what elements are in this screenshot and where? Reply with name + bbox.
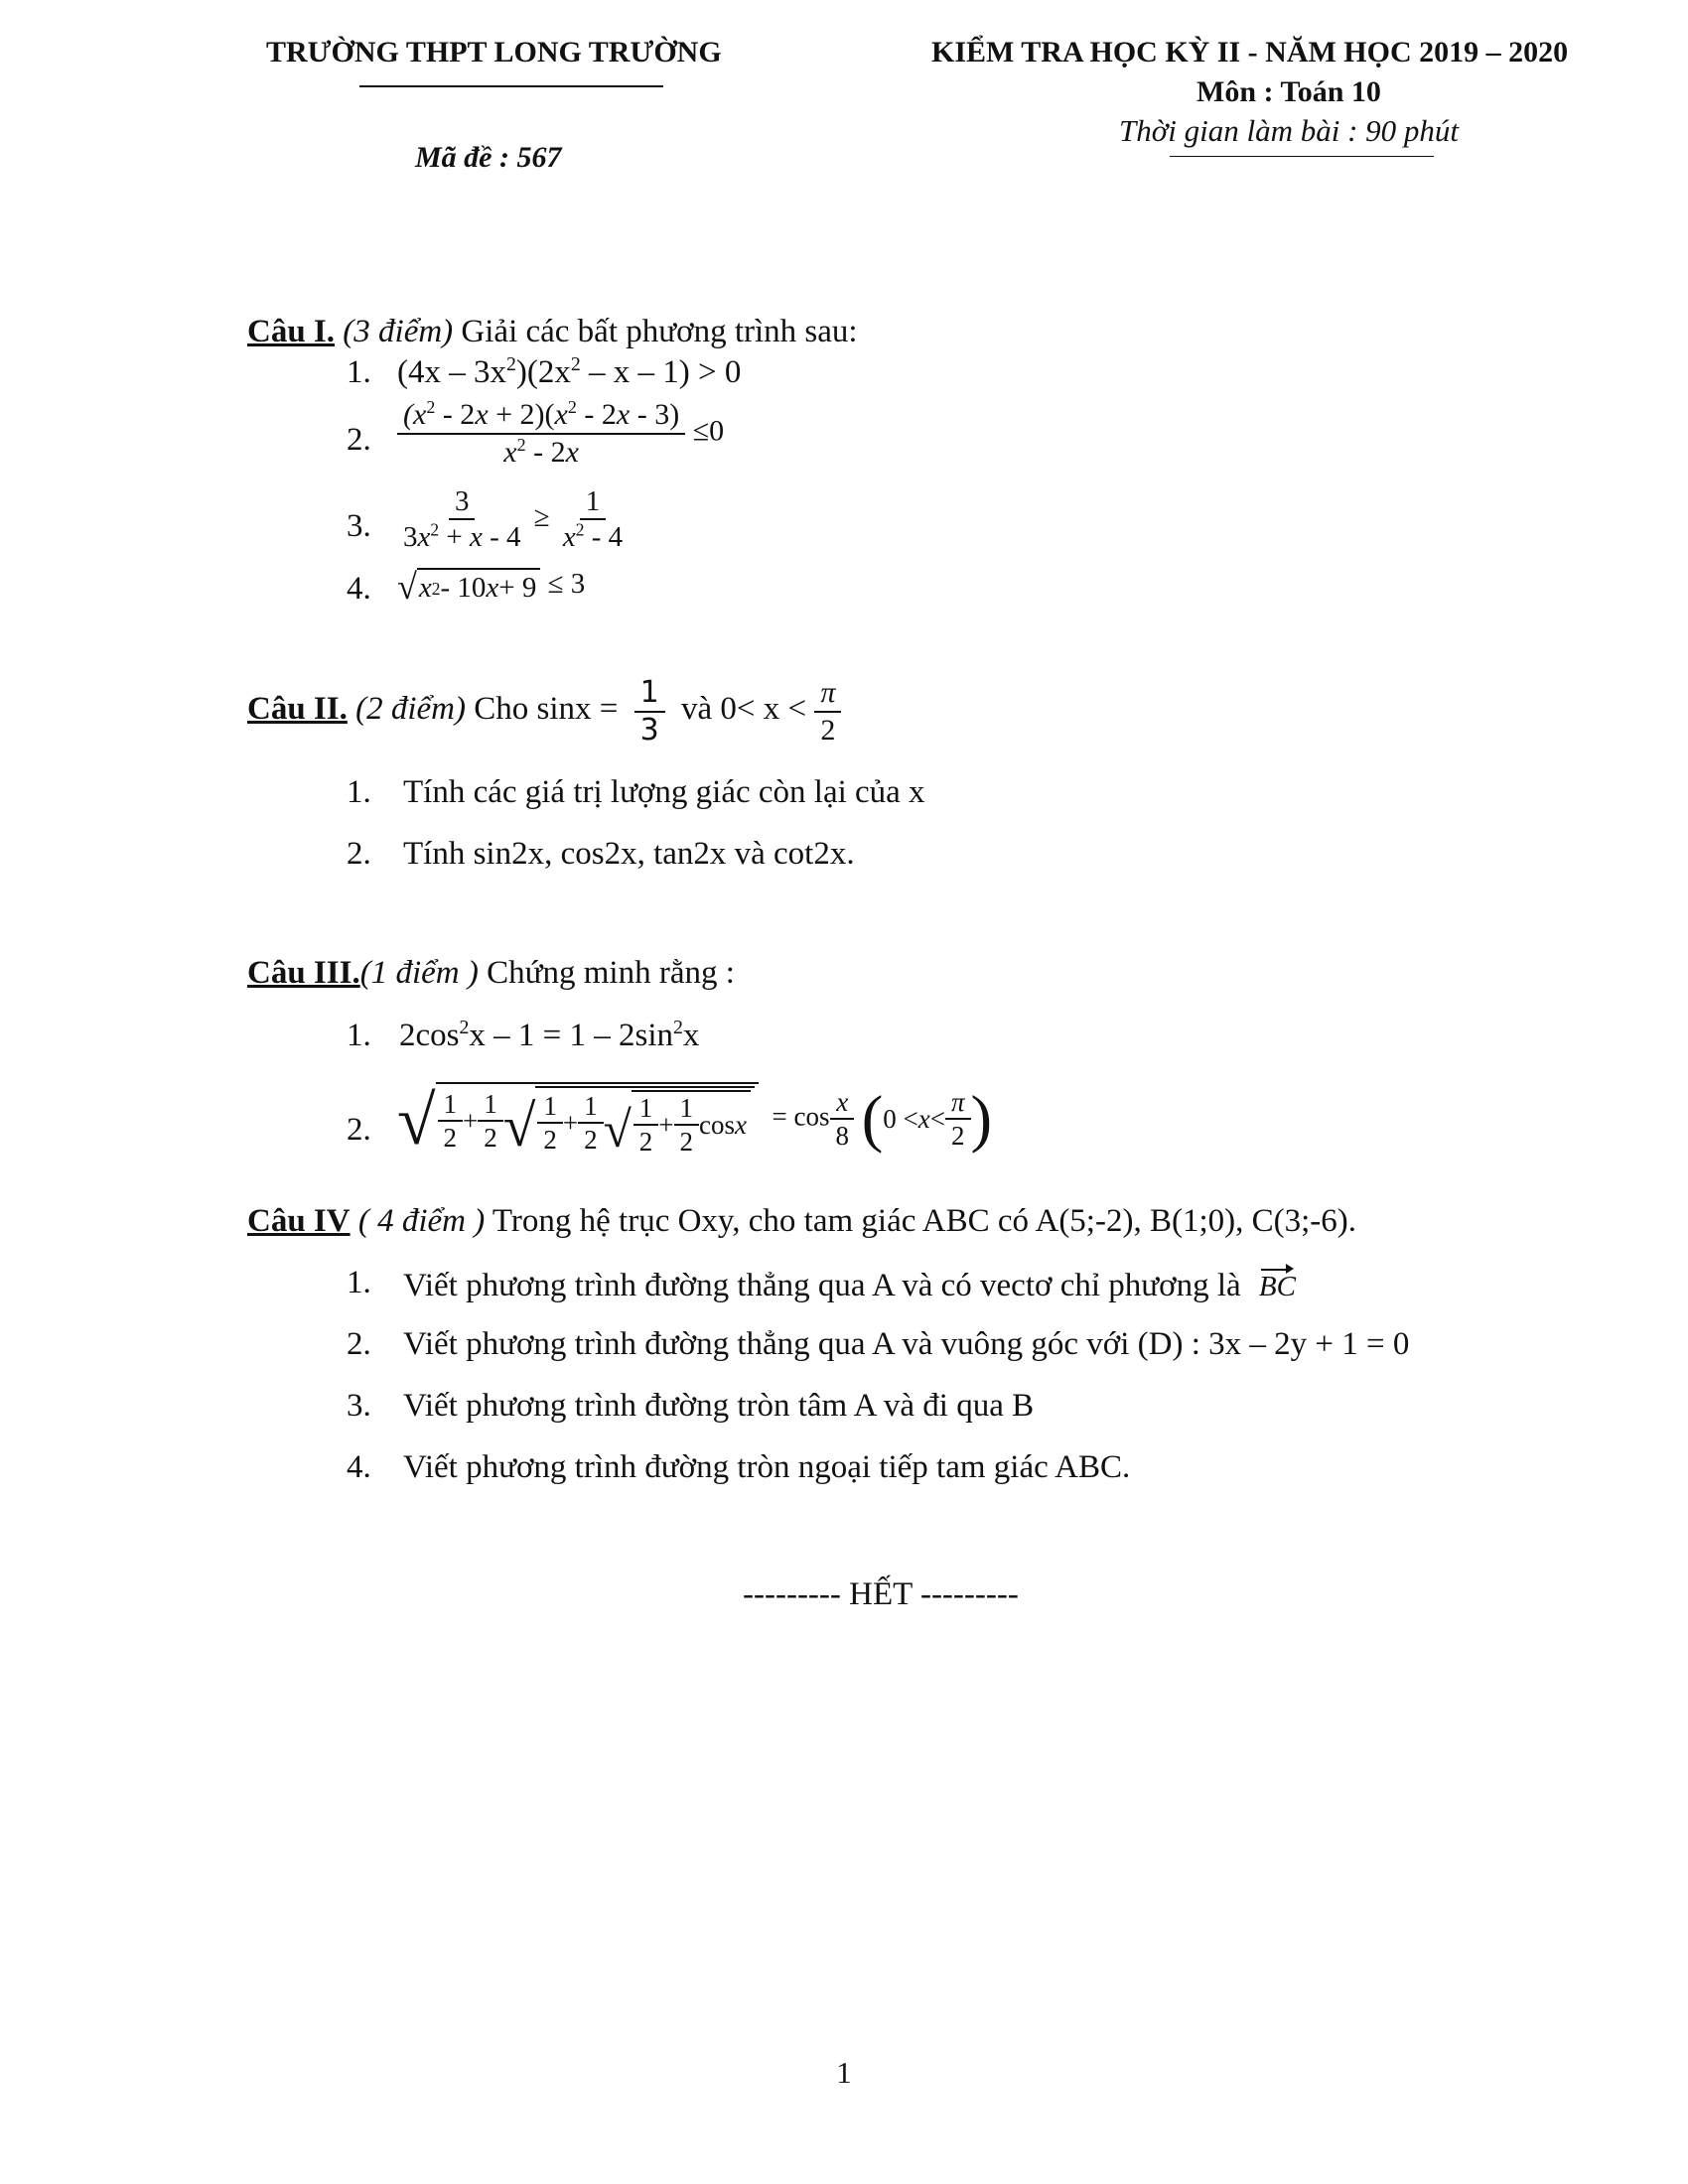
q1-item-3-number: 3.: [347, 508, 371, 544]
vector-bc: BC: [1259, 1265, 1296, 1303]
q1-item-2-inequality: $\frac{(x^2 - 2x + 2)(x^2 - 2x - 3)}{x^2 - 2x}$ ≤0: [397, 399, 724, 468]
question-2-points: (2 điểm): [355, 691, 467, 728]
question-2-label: Câu II.: [247, 691, 348, 728]
question-3-heading: [247, 955, 735, 992]
q2-item-1-text: Tính các giá trị lượng giác còn lại của x: [403, 774, 925, 810]
q4-item-2-text: Viết phương trình đường thẳng qua A và vuông góc với (D) : 3x – 2y + 1 = 0: [403, 1326, 1410, 1362]
school-underline: [359, 85, 663, 87]
end-marker: --------- HẾT ---------: [743, 1576, 1019, 1612]
q1-item-4-number: 4.: [347, 571, 371, 607]
q1-item-1-number: 1.: [347, 354, 371, 390]
question-4-heading: [247, 1203, 1356, 1240]
exam-title: KIỂM TRA HỌC KỲ II - NĂM HỌC 2019 – 2020: [931, 36, 1569, 68]
time-line: Thời gian làm bài : 90 phút: [1118, 113, 1460, 148]
question-1-points: (3 điểm): [343, 314, 454, 349]
q3-item-1-number: 1.: [347, 1018, 371, 1053]
question-3-prompt: Chứng minh rằng :: [487, 955, 735, 991]
q1-item-2-fraction: $\frac{(x^2 - 2x + 2)(x^2 - 2x - 3)}{x^2 - 2x}$: [397, 399, 685, 468]
q4-item-3-text: Viết phương trình đường tròn tâm A và đi qua B: [403, 1388, 1035, 1424]
sin-value-fraction: [634, 677, 665, 746]
q1-item-3-inequality: $\frac{3}{3x^2 + x - 4}$ ≥ $\frac{1}{x^2 - 4}$: [397, 486, 629, 553]
q4-item-4-number: 4.: [347, 1449, 371, 1485]
q4-item-1-number: 1.: [347, 1265, 371, 1300]
question-2-heading: [247, 677, 841, 746]
q2-item-2-text: Tính sin2x, cos2x, tan2x và cot2x.: [403, 836, 855, 872]
pi-denominator: 2: [820, 713, 836, 747]
sin-value-numerator: 1: [634, 677, 665, 713]
question-4-label: Câu IV: [247, 1203, 351, 1239]
question-1-label: Câu I.: [247, 314, 336, 349]
q3-item-1-identity: $2\cos^2x - 1 = 1 - 2\sin^2x$: [399, 1017, 700, 1053]
q4-item-4-text: Viết phương trình đường tròn ngoại tiếp tam giác ABC.: [403, 1449, 1131, 1485]
question-4-prompt: Trong hệ trục Oxy, cho tam giác ABC có A(5;-2), B(1;0), C(3;-6).: [492, 1203, 1357, 1239]
q3-item-2-identity: √ $\frac{1}{2}$ + $\frac{1}{2}$ √ $\frac{1}{2}$ + $\frac{1}{2}$ √ $\frac{1}{2}$ + $\frac{1}{2}$ cos x = cos $\frac{x}{8}$ ( 0 < x < $\frac{\pi}{2}$ ): [397, 1082, 993, 1160]
q4-item-1: [403, 1265, 1296, 1304]
question-1-heading: [247, 314, 858, 350]
q4-item-3-number: 3.: [347, 1388, 371, 1424]
sin-value-denominator: 3: [639, 712, 659, 748]
q1-item-2-number: 2.: [347, 422, 371, 458]
page-number: 1: [836, 2055, 852, 2090]
question-1-prompt: Giải các bất phương trình sau:: [461, 314, 858, 349]
school-name: TRƯỜNG THPT LONG TRƯỜNG: [266, 36, 722, 68]
question-2-prompt: Cho sinx =: [474, 691, 619, 728]
question-3-points: (1 điểm ): [359, 955, 479, 991]
q1-item-4-inequality: √ x 2 - 10 x + 9 ≤ 3: [397, 566, 586, 607]
q1-item-1-inequality: $(4x - 3x^2)(2x^2 - x - 1) > 0$: [397, 353, 742, 390]
q2-item-2-number: 2.: [347, 836, 371, 872]
q2-item-1-number: 1.: [347, 774, 371, 810]
time-underline: [1170, 156, 1434, 157]
q4-item-1-text: Viết phương trình đường thẳng qua A và có vectơ chỉ phương là: [403, 1268, 1241, 1303]
q1-item-3-right-fraction: $\frac{1}{x^2 - 4}$: [562, 485, 624, 554]
pi-half-fraction: [814, 677, 841, 746]
question-3-label: Câu III.: [247, 955, 360, 991]
pi-numerator: π: [814, 677, 841, 713]
question-2-condition: và 0< x <: [681, 691, 807, 728]
exam-code: Mã đề : 567: [415, 141, 562, 174]
subject-line: Môn : Toán 10: [1196, 75, 1381, 108]
question-4-points: ( 4 điểm ): [357, 1203, 486, 1239]
q4-item-2-number: 2.: [347, 1326, 371, 1362]
q1-item-3-left-fraction: $\frac{3}{3x^2 + x - 4}$: [403, 485, 521, 554]
q3-item-2-number: 2.: [347, 1112, 371, 1148]
